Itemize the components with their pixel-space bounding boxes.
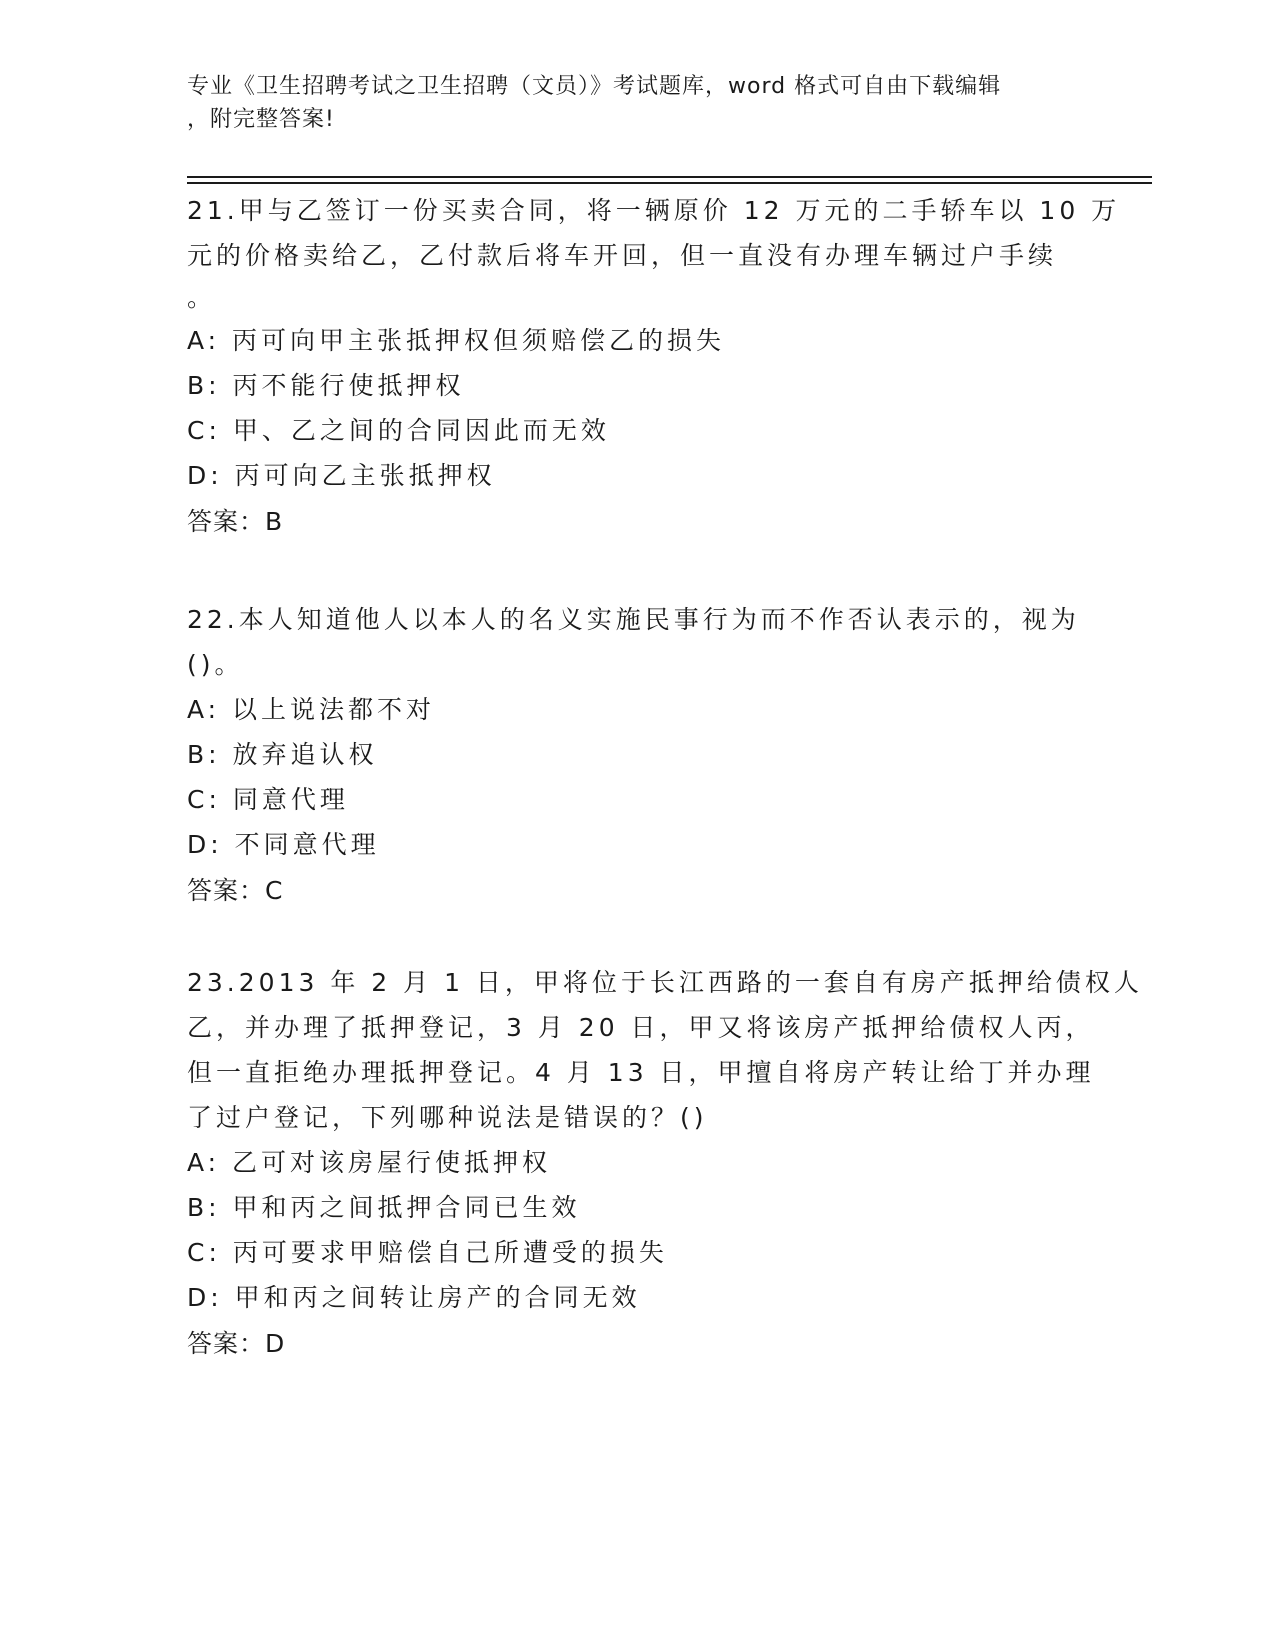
question-stem-line: 22.本人知道他人以本人的名义实施民事行为而不作否认表示的，视为	[187, 605, 1080, 634]
question-23	[187, 960, 1143, 1368]
option-b: B: 放弃追认权	[187, 740, 378, 769]
header-line-2: ，附完整答案!	[187, 107, 335, 132]
question-stem-line: 乙，并办理了抵押登记，3 月 20 日，甲又将该房产抵押给债权人丙，	[187, 1013, 1095, 1042]
question-22	[187, 597, 1087, 915]
document-header	[187, 70, 1067, 136]
question-stem-line: 23.2013 年 2 月 1 日，甲将位于长江西路的一套自有房产抵押给债权人	[187, 968, 1143, 997]
option-c: C: 丙可要求甲赔偿自己所遭受的损失	[187, 1238, 668, 1267]
option-d: D: 丙可向乙主张抵押权	[187, 461, 496, 490]
option-c: C: 同意代理	[187, 785, 349, 814]
header-line-1: 专业《卫生招聘考试之卫生招聘（文员）》考试题库，word 格式可自由下载编辑	[187, 74, 1002, 99]
header-divider-top	[187, 176, 1152, 178]
question-stem-line: ()。	[187, 650, 244, 679]
answer: 答案：B	[187, 507, 284, 536]
question-stem-line: 元的价格卖给乙，乙付款后将车开回，但一直没有办理车辆过户手续	[187, 241, 1058, 270]
question-stem-line: 21.甲与乙签订一份买卖合同，将一辆原价 12 万元的二手轿车以 10 万	[187, 196, 1121, 225]
option-d: D: 不同意代理	[187, 830, 380, 859]
option-d: D: 甲和丙之间转让房产的合同无效	[187, 1283, 641, 1312]
option-b: B: 丙不能行使抵押权	[187, 371, 465, 400]
question-21	[187, 188, 1121, 546]
option-b: B: 甲和丙之间抵押合同已生效	[187, 1193, 581, 1222]
answer: 答案：C	[187, 876, 284, 905]
option-c: C: 甲、乙之间的合同因此而无效	[187, 416, 610, 445]
option-a: A: 以上说法都不对	[187, 695, 436, 724]
option-a: A: 丙可向甲主张抵押权但须赔偿乙的损失	[187, 326, 726, 355]
question-stem-line: 但一直拒绝办理抵押登记。4 月 13 日，甲擅自将房产转让给丁并办理	[187, 1058, 1095, 1087]
header-divider-bottom	[187, 182, 1152, 184]
option-a: A: 乙可对该房屋行使抵押权	[187, 1148, 552, 1177]
question-stem-line: 。	[187, 283, 217, 312]
answer: 答案：D	[187, 1329, 286, 1358]
question-stem-line: 了过户登记，下列哪种说法是错误的？()	[187, 1103, 708, 1132]
